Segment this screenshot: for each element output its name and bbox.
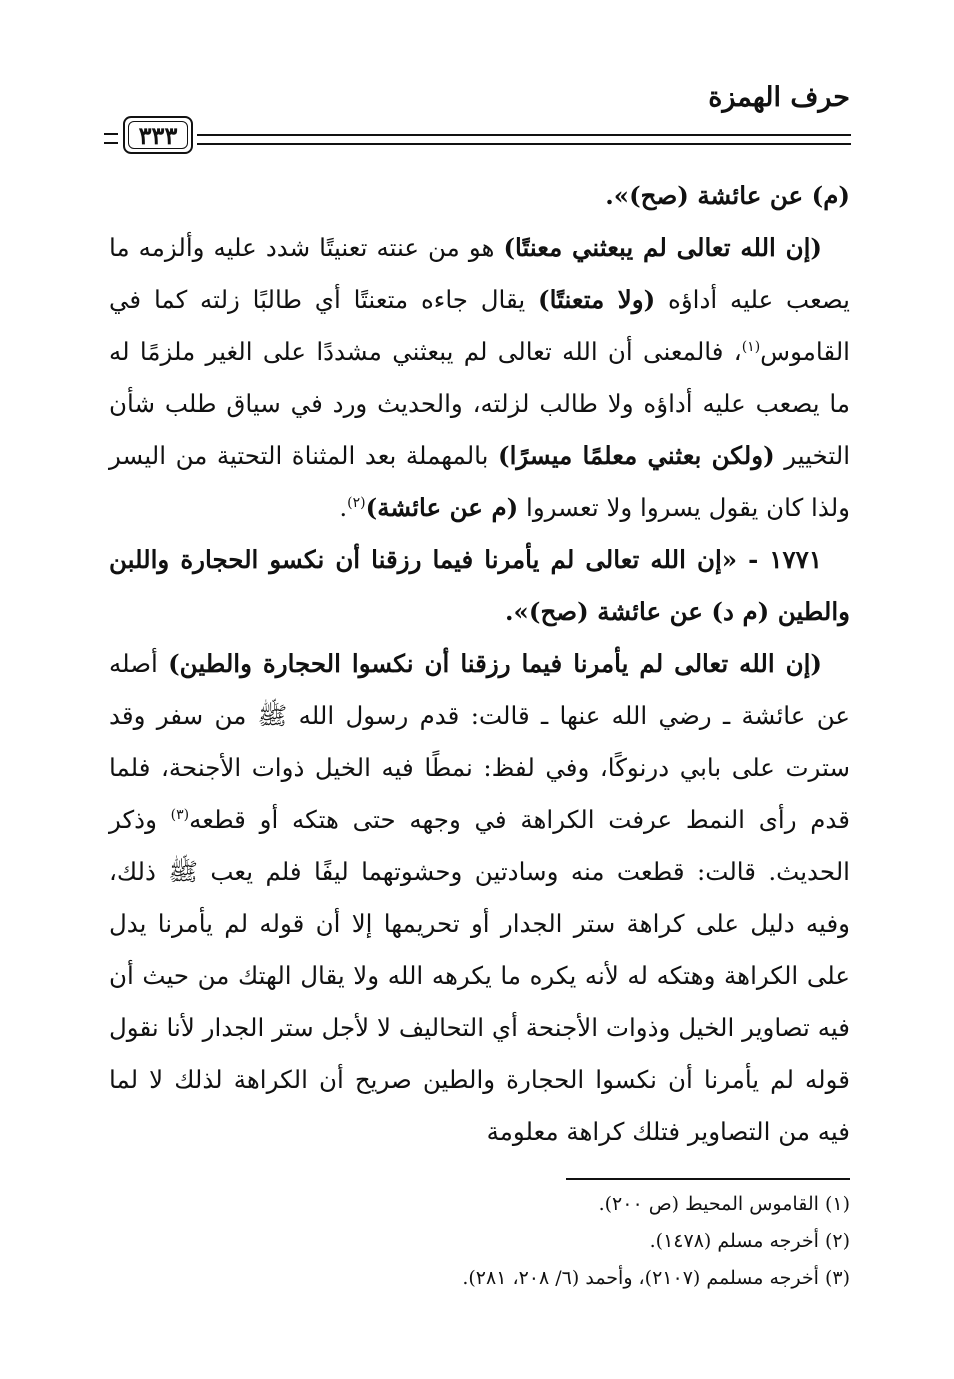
footnote-1: (١) القاموس المحيط (ص ٢٠٠). bbox=[598, 1193, 850, 1215]
quoted-hadith-phrase: (إن الله تعالى لم يبعثني معنتًا) bbox=[503, 233, 823, 262]
header-double-rule bbox=[197, 134, 851, 145]
quoted-hadith-phrase: (ولكن بعثني معلمًا ميسرًا) bbox=[498, 441, 775, 470]
commentary-text: هو من عنته تعنيتًا شدد عليه وألزمه ما يصعب عليه أداؤه bbox=[109, 233, 850, 314]
commentary-text: . bbox=[339, 493, 348, 522]
commentary-text: يقال جاءه متعنتًا أي طالبًا زلته كما في القاموس bbox=[109, 285, 850, 366]
footnote-2: (٢) أخرجه مسلم (١٤٧٨). bbox=[649, 1230, 850, 1252]
footnote-3: (٣) أخرجه مسلمم (٢١٠٧)، وأحمد (٦/ ٢٠٨، ٢٨١). bbox=[462, 1267, 850, 1289]
footnote-ref-2[interactable]: (٢) bbox=[347, 494, 366, 511]
footnote-ref-3[interactable]: (٣) bbox=[170, 806, 190, 823]
paragraph-4 bbox=[109, 638, 850, 1158]
quoted-hadith-phrase: (إن الله تعالى لم يأمرنا فيما رزقنا أن نكسوا الحجارة والطين) bbox=[168, 649, 822, 678]
paragraph-3-hadith-1771 bbox=[109, 534, 850, 638]
footnote-ref-1[interactable]: (١) bbox=[741, 338, 761, 355]
page-number-label: ٣٣٣ bbox=[138, 120, 178, 150]
paragraph-1 bbox=[109, 170, 850, 222]
commentary-text: وذكر الحديث. قالت: قطعت منه وسادتين وحشوتهما ليفًا فلم يعب ﷺ ذلك، وفيه دليل على كراهة ستر الجدار أو تحريمها إلا أن قوله لم يأمرنا يدل على الكراهة وهتكه له لأنه يكره ما يكرهه الله ولا يقال الهتك من حيث أن فيه تصاوير الخيل وذوات الأجنحة أي التحاليف لا لأجل ستر الجدار لأنا نقول قوله لم يأمرنا أن نكسوا الحجارة والطين صريح أن الكراهة لذلك لا لما فيه من التصاوير فتلك كراهة معلومة bbox=[109, 805, 850, 1146]
hadith-text: ١٧٧١ - «إن الله تعالى لم يأمرنا فيما رزقنا أن نكسو الحجارة واللبن والطين (م د) عن عائشة (صح)». bbox=[109, 545, 850, 626]
commentary-text: ، فالمعنى أن الله تعالى لم يبعثني مشددًا على الغير ملزمًا له ما يصعب عليه أداؤه ولا طالب لزلته، والحديث ورد في سياق طلب شأن التخيير bbox=[109, 337, 850, 470]
running-header-title: حرف الهمزة bbox=[708, 82, 850, 113]
footnote-separator bbox=[566, 1178, 850, 1180]
footnotes bbox=[109, 1186, 850, 1297]
commentary-text: بالمهملة بعد المثناة التحتية من اليسر ولذا كان يقول يسروا ولا تعسروا bbox=[109, 441, 850, 522]
paragraph-2 bbox=[109, 222, 850, 534]
quoted-hadith-phrase: (ولا متعنتًا) bbox=[538, 285, 656, 314]
page-number bbox=[123, 116, 193, 154]
hadith-source: (م عن عائشة) bbox=[365, 493, 519, 522]
commentary-text: أصله عن عائشة ـ رضي الله عنها ـ قالت: قدم رسول الله ﷺ من سفر وقد سترت على بابي درنوكًا، وفي لفظ: نمطًا فيه الخيل ذوات الأجنحة، فلما قدم رأى النمط عرفت الكراهة في وجهه حتى هتكه أو قطعه bbox=[109, 649, 850, 834]
main-text bbox=[109, 170, 850, 1158]
header-rule-end-mark bbox=[104, 133, 118, 144]
hadith-source-end: (م) عن عائشة (صح)». bbox=[605, 181, 850, 210]
